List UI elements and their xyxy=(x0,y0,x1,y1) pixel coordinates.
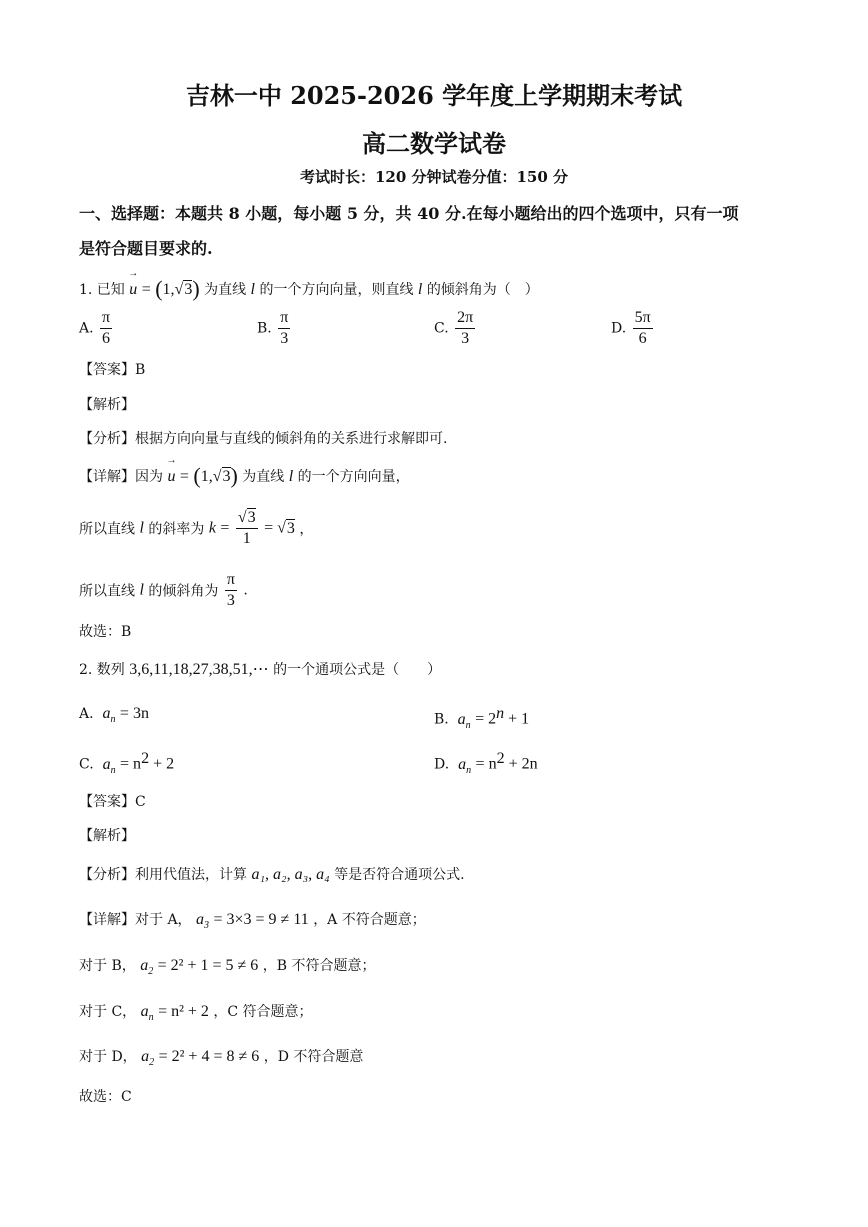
line-var: l xyxy=(250,281,255,298)
q1-text-mid2: 的一个方向向量，则直线 xyxy=(259,282,414,298)
q2-fenxi: 【分析】利用代值法，计算 a₁, a₂, a₃, a₄ 等是否符合通项公式. xyxy=(79,866,465,883)
q1-text-mid: 为直线 xyxy=(204,282,247,298)
fraction: $\frac{2\pi}{3}$ xyxy=(457,309,474,347)
exam-subtitle: 高二数学试卷 xyxy=(362,129,506,158)
fraction: $\frac{5\pi}{6}$ xyxy=(634,309,651,347)
q2-option-c[interactable]: C. $a_n = n^2 + 2$ xyxy=(79,750,175,776)
line-var: l xyxy=(417,281,423,298)
q2-option-b[interactable]: B. $a_n = 2^n + 1$ xyxy=(434,705,530,731)
q1-num: 1. 已知 xyxy=(79,282,125,298)
q2-detail-b: 对于 B， $a_2 = 2^2 + 1 = 5 \ne 6$ ，B 不符合题意； xyxy=(79,957,376,978)
q1-angle: 所以直线 l 的倾斜角为 $\frac{\pi}{3}$ . xyxy=(79,571,248,609)
q2-detail-c: 对于 C， $a_n = n^2 + 2$ ，C 符合题意； xyxy=(79,1003,313,1024)
q2-option-a[interactable]: A. $a_n = 3n$ xyxy=(79,705,149,726)
q2-stem: 2. 数列 3,6,11,18,27,38,51,⋯ 的一个通项公式是（ ） xyxy=(79,661,442,678)
q1-vec-a: 1, xyxy=(162,281,175,298)
vector-u: → u xyxy=(129,281,137,299)
q1-options xyxy=(79,308,779,354)
q1-option-c[interactable]: C. $\frac{2\pi}{3}$ xyxy=(434,309,474,347)
q2-answer: 【答案】C xyxy=(79,794,146,810)
q1-detail: 【详解】因为 → u = (1,√3) 为直线 l 的一个方向向量， xyxy=(79,463,410,489)
q2-detail-a: 【详解】对于 A， $a_3 = 3\times 3 = 9 \ne 11$ ，A 不符合题意； xyxy=(79,911,426,932)
q1-option-b[interactable]: B. $\frac{\pi}{3}$ xyxy=(257,309,289,347)
q1-eq: = xyxy=(141,281,151,298)
fraction: $\frac{√3}{1}$ xyxy=(237,509,256,547)
q2-choice: 故选：C xyxy=(79,1089,132,1105)
fraction: $\frac{\pi}{3}$ xyxy=(280,309,289,347)
q1-slope: 所以直线 l 的斜率为 k = $\frac{√3}{1}$ = √3 ， xyxy=(79,509,314,547)
q2-detail-d: 对于 D， $a_2 = 2^2 + 4 = 8 \ne 6$ ，D 不符合题意 xyxy=(79,1048,364,1069)
section-heading: 一、选择题：本题共 8 小题，每小题 5 分，共 40 分.在每小题给出的四个选项中，只有一项 xyxy=(79,204,739,223)
q1-text-end: 的倾斜角为（ ） xyxy=(426,282,539,298)
exam-title: 吉林一中 2025-2026 学年度上学期期末考试 xyxy=(185,81,683,110)
q1-option-a[interactable]: A. $\frac{\pi}{6}$ xyxy=(79,309,111,347)
q1-stem: 1. 已知 → u = (1,√3) 为直线 l 的一个方向向量，则直线 l 的倾斜角为（ ） xyxy=(79,276,539,302)
q1-fenxi: 【分析】根据方向向量与直线的倾斜角的关系进行求解即可. xyxy=(79,431,448,447)
q1-choice: 故选：B xyxy=(79,624,132,640)
sequence: 3,6,11,18,27,38,51,⋯ xyxy=(129,661,269,678)
q1-vec-b: 3 xyxy=(184,281,193,298)
fraction: $\frac{\pi}{6}$ xyxy=(102,309,111,347)
q1-option-d[interactable]: D. $\frac{5\pi}{6}$ xyxy=(611,309,651,347)
q1-answer: 【答案】B xyxy=(79,362,146,378)
q2-analysis-tag: 【解析】 xyxy=(79,828,135,844)
exam-info: 考试时长：120 分钟试卷分值：150 分 xyxy=(299,168,569,186)
q2-option-d[interactable]: D. $a_n = n^2 + 2n$ xyxy=(434,750,538,776)
fraction: $\frac{\pi}{3}$ xyxy=(226,571,235,609)
section-heading-cont: 是符合题目要求的. xyxy=(79,239,213,258)
vector-u: → u xyxy=(167,468,175,486)
q1-analysis-tag: 【解析】 xyxy=(79,397,135,413)
